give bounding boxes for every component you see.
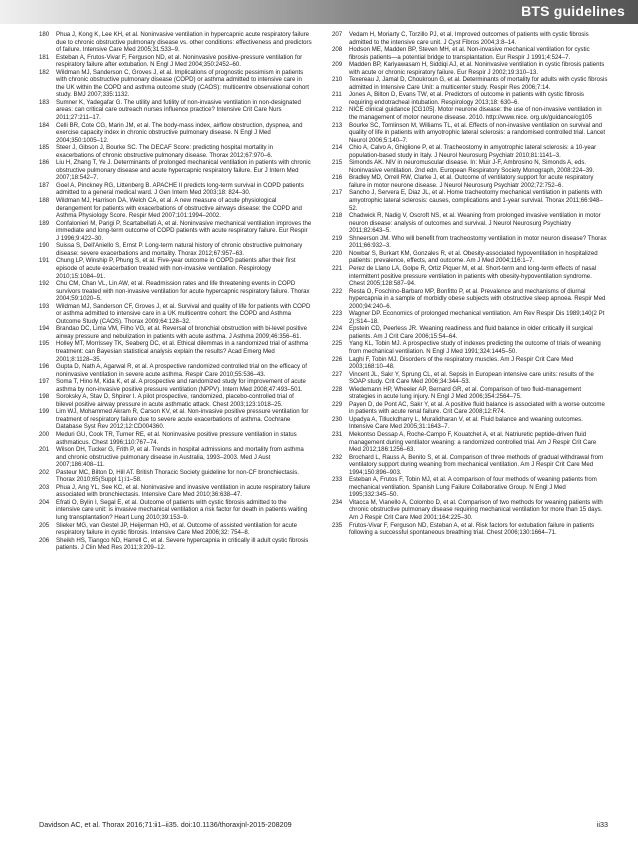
reference-number: 231 xyxy=(332,430,343,438)
reference-item xyxy=(39,484,312,499)
reference-text: Phua J, Ang YL, See KC, et al. Noninvasive and invasive ventilation in acute respiratory failure associated with bronchiectasis. Intensive Care Med 2010;36:638–47. xyxy=(56,483,311,499)
reference-number: 210 xyxy=(332,76,343,84)
reference-item xyxy=(39,469,312,484)
reference-item xyxy=(332,499,608,522)
reference-item xyxy=(332,189,608,212)
reference-number: 219 xyxy=(332,234,343,242)
reference-item xyxy=(39,537,312,552)
reference-text: Pasteur MC, Bilton D, Hill AT. British Thoracic Society guideline for non-CF bronchiectasis. Thorax 2010;65(Suppl 1):i1–58. xyxy=(56,468,299,484)
reference-number: 232 xyxy=(332,453,343,461)
reference-item xyxy=(332,91,608,106)
reference-item xyxy=(39,197,312,220)
reference-text: Chio A, Calvo A, Ghiglione P, et al. Tracheostomy in amyotrophic lateral sclerosis: a 10-year population-based study in Italy. J Neurol Neurosurg Psychiatr 2010;81:1141–3. xyxy=(349,144,597,159)
reference-number: 213 xyxy=(332,121,343,129)
reference-item xyxy=(39,499,312,522)
reference-number: 212 xyxy=(332,106,343,114)
reference-item xyxy=(39,220,312,243)
reference-number: 205 xyxy=(39,521,50,529)
reference-item xyxy=(39,144,312,159)
reference-item xyxy=(332,61,608,76)
reference-number: 216 xyxy=(332,174,343,182)
reference-text: Liu H, Zhang T, Ye J. Determinants of prolonged mechanical ventilation in patients with chronic obstructive pulmonary disease and acute hypercapnic respiratory failure. Eur J Intern Med 2007;18:542–7. xyxy=(56,159,311,182)
reference-text: Shneerson JM. Who will benefit from tracheostomy ventilation in motor neuron disease? Thorax 2011;66:932–3. xyxy=(349,234,607,250)
reference-item xyxy=(332,250,608,265)
reference-text: Lim WJ, Mohammed Akram R, Carson KV, et al. Non-invasive positive pressure ventilation for treatment of respiratory failure due to severe acute exacerbations of asthma. Cochrane Database Syst Rev 2012;12:CD004360. xyxy=(56,408,309,431)
reference-number: 224 xyxy=(332,325,343,333)
reference-number: 218 xyxy=(332,212,343,220)
reference-number: 196 xyxy=(39,363,50,371)
reference-text: Gupta D, Nath A, Agarwal R, et al. A prospective randomized controlled trial on the efficacy of noninvasive ventilation in severe acute asthma. Respir Care 2010;55:536–43. xyxy=(56,363,307,378)
reference-item xyxy=(332,265,608,288)
reference-text: Celli BR, Cote CG, Marin JM, et al. The body-mass index, airflow obstruction, dyspnea, and exercise capacity index in chronic obstructive pulmonary disease. N Engl J Med 2004;350:1005–12. xyxy=(56,121,303,144)
reference-item xyxy=(332,454,608,477)
reference-text: Payen D, de Pont AC, Sakr Y, et al. A positive fluid balance is associated with a worse outcome in patients with acute renal failure. Crit Care 2008;12:R74. xyxy=(349,400,605,416)
reference-text: Wagner DP. Economics of prolonged mechanical ventilation. Am Rev Respir Dis 1989;140(2 Pt 2):S14–18. xyxy=(349,310,605,325)
reference-text: Wilson DH, Tucker G, Frith P, et al. Trends in hospital admissions and mortality from asthma and chronic obstructive pulmonary disease in Australia, 1993–2003. Med J Aust 2007;186:408–11. xyxy=(56,446,304,469)
reference-number: 194 xyxy=(39,325,50,333)
reference-item xyxy=(332,122,608,145)
reference-number: 189 xyxy=(39,219,50,227)
reference-text: Phua J, Kong K, Lee KH, et al. Noninvasive ventilation in hypercapnic acute respiratory failure due to chronic obstructive pulmonary disease vs. other conditions: effectiveness and predictors of failure. Intensive Care Med 2005;31:533–9. xyxy=(56,31,312,54)
reference-item xyxy=(39,242,312,257)
reference-text: Sheikh HS, Tiangco ND, Harrell C, et al. Severe hypercapnia in critically ill adult cystic fibrosis patients. J Clin Med Res 2011;3:209–12. xyxy=(56,536,309,552)
reference-text: Vitacca M, Vianello A, Colombo D, et al. Comparison of two methods for weaning patients with chronic obstructive pulmonary disease requiring mechanical ventilation for more than 15 days. Am J Respir Crit Care Med 2001;164:225–30. xyxy=(349,498,603,521)
reference-item xyxy=(332,76,608,91)
reference-item xyxy=(332,325,608,340)
reference-text: Wildman MJ, Sanderson C, Groves J, et al. Implications of prognostic pessimism in patients with chronic obstructive pulmonary disease (COPD) or asthma admitted to intensive care in the UK within the COPD and asthma outcome study (CAOS): multicentre observational cohort study. BMJ 2007;335:1132. xyxy=(56,68,310,99)
reference-text: Chu CM, Chan VL, Lin AW, et al. Readmission rates and life threatening events in COPD survivors treated with non-invasive ventilation for acute hypercapnic respiratory failure. Thorax 2004;59:1020–5. xyxy=(56,280,310,303)
reference-text: Vedam H, Moriarty C, Torzillo PJ, et al. Improved outcomes of patients with cystic fibrosis admitted to the intensive care unit. J Cyst Fibros 2004;3:8–14. xyxy=(349,31,589,46)
reference-number: 227 xyxy=(332,370,343,378)
reference-item xyxy=(39,280,312,303)
reference-text: Wildman MJ, Sanderson CF, Groves J, et al. Survival and quality of life for patients with COPD or asthma admitted to intensive care in a UK multicentre cohort: the COPD and Asthma Outcome Study (CAOS). Thorax 2009;64:128–32. xyxy=(56,302,311,325)
reference-text: Upadya A, Tilluckdharry L, Muralidharan V, et al. Fluid balance and weaning outcomes. Intensive Care Med 2005;31:1643–7. xyxy=(349,415,583,431)
reference-item xyxy=(39,393,312,408)
reference-number: 228 xyxy=(332,385,343,393)
reference-text: Vincent JL, Sakr Y, Sprung CL, et al. Sepsis in European intensive care units: results of the SOAP study. Crit Care Med 2006;34:344–53. xyxy=(349,370,594,386)
reference-item xyxy=(332,144,608,159)
reference-number: 211 xyxy=(332,91,342,99)
reference-item xyxy=(39,378,312,393)
reference-item xyxy=(39,99,312,122)
references-column-right xyxy=(332,31,608,537)
reference-number: 206 xyxy=(39,536,50,544)
reference-item xyxy=(39,122,312,145)
reference-text: Texereau J, Jamal D, Choukroun G, et al. Determinants of mortality for adults with cystic fibrosis admitted in Intensive Care Unit: a multicenter study. Respir Res 2006;7:14. xyxy=(349,76,608,91)
reference-number: 204 xyxy=(39,498,50,506)
reference-item xyxy=(332,31,608,46)
reference-number: 190 xyxy=(39,242,50,250)
reference-text: Bourke SC, Tomlinson M, Williams TL, et al. Effects of non-invasive ventilation on survival and quality of life in patients with amyotrophic lateral sclerosis: a randomised controlled trial. Lancet Neurol 2006;5:140–7. xyxy=(349,121,606,144)
reference-item xyxy=(332,356,608,371)
reference-number: 198 xyxy=(39,393,50,401)
reference-text: Meduri GU, Cook TR, Turner RE, et al. Noninvasive positive pressure ventilation in status asthmaticus. Chest 1996;110:767–74. xyxy=(56,430,297,446)
reference-text: Goel A, Pinckney RG, Littenberg B. APACHE II predicts long-term survival in COPD patients admitted to a general medical ward. J Gen Intern Med 2003;18: 824–30. xyxy=(56,181,304,197)
reference-text: Suissa S, Dell'Aniello S, Ernst P. Long-term natural history of chronic obstructive pulmonary disease: severe exacerbations and mortality. Thorax 2012;67:957–63. xyxy=(56,242,303,257)
reference-number: 225 xyxy=(332,340,343,348)
reference-item xyxy=(332,159,608,174)
reference-number: 203 xyxy=(39,483,50,491)
reference-item xyxy=(332,386,608,401)
reference-number: 215 xyxy=(332,159,343,167)
reference-text: Jones A, Bilton D, Evans TW, et al. Predictors of outcome in patients with cystic fibrosis requiring endotracheal intubation. Respirology 2013;18: 630–6. xyxy=(349,91,584,106)
reference-number: 209 xyxy=(332,61,343,69)
references-column-left xyxy=(39,31,312,552)
reference-text: Madden BP, Kariyawasam H, Siddiqi AJ, et al. Noninvasive ventilation in cystic fibrosis patients with acute or chronic respiratory failure. Eur Respir J 2002;19:310–13. xyxy=(349,61,605,76)
reference-number: 233 xyxy=(332,476,343,484)
reference-text: Sumner K, Yadegafar G. The utility and futility of non-invasive ventilation in non-designated areas: can critical care outreach nurses influence practice? Intensive Crit Care Nurs 2011;27:211–17. xyxy=(56,98,301,122)
reference-text: Epstein CD, Peerless JR. Weaning readiness and fluid balance in older critically ill surgical patients. Am J Crit Care 2006;15:54–64. xyxy=(349,325,593,340)
reference-number: 187 xyxy=(39,181,50,189)
reference-number: 184 xyxy=(39,121,50,129)
reference-text: Laghi F, Tobin MJ. Disorders of the respiratory muscles. Am J Respir Crit Care Med 2003;168:10–48. xyxy=(349,355,574,371)
reference-text: Hodson ME, Madden BP, Steven MH, et al. Non-invasive mechanical ventilation for cystic fibrosis patients—a potential bridge to transplantation. Eur Respir J 1991;4:524–7. xyxy=(349,46,590,61)
reference-number: 202 xyxy=(39,468,50,476)
reference-text: Slieker MG, van Gestel JP, Heijerman HG, et al. Outcome of assisted ventilation for acute respiratory failure in cystic fibrosis. Intensive Care Med 2006;32: 754–8. xyxy=(56,521,298,537)
reference-text: Frutos-Vivar F, Ferguson ND, Esteban A, et al. Risk factors for extubation failure in patients following a successful spontaneous breathing trial. Chest 2006;130:1664–71. xyxy=(349,521,595,537)
reference-item xyxy=(39,408,312,431)
reference-item xyxy=(332,476,608,499)
reference-item xyxy=(332,340,608,355)
reference-text: Steer J, Gibson J, Bourke SC. The DECAF Score: predicting hospital mortality in exacerbations of chronic obstructive pulmonary disease. Thorax 2012;67:970–6. xyxy=(56,144,273,159)
reference-text: Resta O, Foschino-Barbaro MP, Bonfitto P, et al. Prevalence and mechanisms of diurnal hypercapnia in a sample of morbidly obese subjects with obstructive sleep apnoea. Respir Med 2000;94:240–6. xyxy=(349,287,606,310)
reference-number: 214 xyxy=(332,144,343,152)
reference-number: 188 xyxy=(39,197,50,205)
reference-number: 220 xyxy=(332,249,343,257)
reference-number: 185 xyxy=(39,144,50,152)
reference-item xyxy=(332,401,608,416)
reference-number: 229 xyxy=(332,400,343,408)
reference-number: 200 xyxy=(39,430,50,438)
reference-number: 191 xyxy=(39,257,50,265)
reference-text: Perez de Llano LA, Golpe R, Ortiz Piquer M, et al. Short-term and long-term effects of nasal intermittent positive pressure ventilation in patients with obesity-hypoventilation syndrome. Chest 2005;128:587–94. xyxy=(349,264,597,288)
reference-text: Bradley MD, Orrell RW, Clarke J, et al. Outcome of ventilatory support for acute respiratory failure in motor neurone disease. J Neurol Neurosurg Psychiatr 2002;72:752–6. xyxy=(349,174,594,189)
reference-number: 182 xyxy=(39,68,50,76)
reference-item xyxy=(332,235,608,250)
reference-item xyxy=(332,522,608,537)
reference-item xyxy=(39,159,312,182)
reference-item xyxy=(39,340,312,363)
reference-item xyxy=(39,431,312,446)
reference-item xyxy=(39,31,312,54)
reference-number: 207 xyxy=(332,31,343,38)
reference-item xyxy=(39,522,312,537)
reference-number: 183 xyxy=(39,98,50,106)
reference-text: NICE clinical guidance [CG105]. Motor neurone disease: the use of non-invasive ventilation in the management of motor neurone disease. 2010. http://www.nice. org.uk/guidance/cg105 xyxy=(349,106,602,122)
reference-number: 226 xyxy=(332,355,343,363)
reference-text: Holley MT, Morrissey TK, Seaberg DC, et al. Ethical dilemmas in a randomized trial of asthma treatment: can Bayesian statistical analysis explain the results? Acad Emerg Med 2001;8:1128–35. xyxy=(56,340,309,363)
reference-item xyxy=(332,371,608,386)
reference-number: 199 xyxy=(39,408,50,416)
reference-text: Chung LP, Winship P, Phung S, et al. Five-year outcome in COPD patients after their first episode of acute exacerbation treated with non-invasive ventilation. Respirology 2010;15:1084–91. xyxy=(56,257,296,280)
reference-text: Yang KL, Tobin MJ. A prospective study of indexes predicting the outcome of trials of weaning from mechanical ventilation. N Engl J Med 1991;324:1445–50. xyxy=(349,340,601,355)
reference-item xyxy=(39,303,312,326)
reference-text: Esteban A, Frutos F, Tobin MJ, et al. A comparison of four methods of weaning patients from mechanical ventilation. Spanish Lung Failure Collaborative Group. N Engl J Med 1995;332:345–50. xyxy=(349,476,597,499)
reference-text: Esteban A, Frutos-Vivar F, Ferguson ND, et al. Noninvasive positive-pressure ventilation for respiratory failure after extubation. N Engl J Med 2004;350:2452–60. xyxy=(56,53,303,69)
reference-number: 181 xyxy=(39,53,50,61)
reference-text: Soroksky A, Stav D, Shpirer I. A pilot prospective, randomized, placebo-controlled trial of bilevel positive airway pressure in acute asthmatic attack. Chest 2003;123:1018–25. xyxy=(56,393,294,408)
reference-number: 230 xyxy=(332,415,343,423)
reference-item xyxy=(332,174,608,189)
reference-item xyxy=(332,288,608,311)
reference-number: 221 xyxy=(332,264,343,272)
reference-number: 235 xyxy=(332,521,343,529)
reference-item xyxy=(332,310,608,325)
page-number: ii33 xyxy=(596,820,608,829)
reference-item xyxy=(39,446,312,469)
reference-item xyxy=(39,69,312,99)
reference-number: 222 xyxy=(332,287,343,295)
reference-item xyxy=(332,431,608,454)
reference-text: Efrati O, Bylin I, Segal E, et al. Outcome of patients with cystic fibrosis admitted to the intensive care unit: is invasive mechanical ventilation a risk factor for death in patients waiting lung transplantation? Heart Lung 2010;39:153–9. xyxy=(56,498,308,521)
reference-number: 186 xyxy=(39,159,50,167)
reference-text: Nowbar S, Burkart KM, Gonzales R, et al. Obesity-associated hypoventilation in hospitalized patients: prevalence, effects, and outcome. Am J Med 2004;116:1–7. xyxy=(349,249,598,265)
reference-text: Wiedemann HP, Wheeler AP, Bernard GR, et al. Comparison of two fluid-management strategies in acute lung injury. N Engl J Med 2006;354:2564–75. xyxy=(349,385,582,401)
reference-text: Brochard L, Rauss A, Benito S, et al. Comparison of three methods of gradual withdrawal from ventilatory support during weaning from mechanical ventilation. Am J Respir Crit Care Med 1994;150:896–903. xyxy=(349,453,604,476)
reference-item xyxy=(39,325,312,340)
reference-item xyxy=(332,416,608,431)
reference-number: 180 xyxy=(39,31,50,38)
reference-text: Wildman MJ, Harrison DA, Welch CA, et al. A new measure of acute physiological derangement for patients with exacerbations of obstructive airways disease: the COPD and Asthma Physiology Score. Respir Med 2007;101:1994–2002. xyxy=(56,197,302,220)
reference-number: 234 xyxy=(332,498,343,506)
reference-item xyxy=(332,212,608,235)
reference-number: 197 xyxy=(39,378,50,386)
reference-text: Sancho J, Servera E, Diaz JL, et al. Home tracheotomy mechanical ventilation in patients with amyotrophic lateral sclerosis: causes, complications and 1-year survival. Thorax 2011;66:948–52. xyxy=(349,189,603,212)
section-title: BTS guidelines xyxy=(521,3,625,19)
reference-item xyxy=(39,182,312,197)
reference-number: 193 xyxy=(39,302,50,310)
reference-number: 208 xyxy=(332,46,343,54)
reference-text: Mekontso Dessap A, Roche-Campo F, Kouatchet A, et al. Natriuretic peptide-driven fluid management during ventilator weaning: a randomized controlled trial. Am J Respir Crit Care Med 2012;186:1256–63. xyxy=(349,430,597,454)
footer-citation: Davidson AC, et al. Thorax 2016;71:ii1–ii35. doi:10.1136/thoraxjnl-2015-208209 xyxy=(39,820,292,829)
reference-text: Chadwick R, Nadig V, Oscroft NS, et al. Weaning from prolonged invasive ventilation in motor neuron disease: analysis of outcomes and survival. J Neurol Neurosurg Psychiatry 2011;82:643–5. xyxy=(349,212,601,235)
reference-text: Brandao DC, Lima VM, Filho VG, et al. Reversal of bronchial obstruction with bi-level positive airway pressure and nebulization in patients with acute asthma. J Asthma 2009;46:356–61. xyxy=(56,325,307,340)
reference-item xyxy=(39,363,312,378)
reference-number: 192 xyxy=(39,280,50,288)
reference-text: Soma T, Hino M, Kida K, et al. A prospective and randomized study for improvement of acute asthma by non-invasive positive pressure ventilation (NPPV). Intern Med 2008;47:493–501. xyxy=(56,378,306,393)
reference-number: 201 xyxy=(39,446,50,454)
reference-text: Confalonieri M, Parigi P, Scartabellati A, et al. Noninvasive mechanical ventilation improves the immediate and long-term outcome of COPD patients with acute respiratory failure. Eur Respir J 1996;9:422–30. xyxy=(56,219,312,242)
reference-number: 223 xyxy=(332,310,343,318)
header-banner xyxy=(0,0,638,24)
reference-text: Simonds AK. NIV in neuromuscular disease. In: Muir J-F, Ambrosino N, Simonds A, eds. Noninvasive ventilation. 2nd edn. European Respiratory Society Monograph, 2008:224–39. xyxy=(349,159,595,174)
reference-number: 195 xyxy=(39,340,50,348)
reference-item xyxy=(332,106,608,121)
reference-item xyxy=(39,257,312,280)
reference-number: 217 xyxy=(332,189,343,197)
reference-item xyxy=(39,54,312,69)
reference-item xyxy=(332,46,608,61)
